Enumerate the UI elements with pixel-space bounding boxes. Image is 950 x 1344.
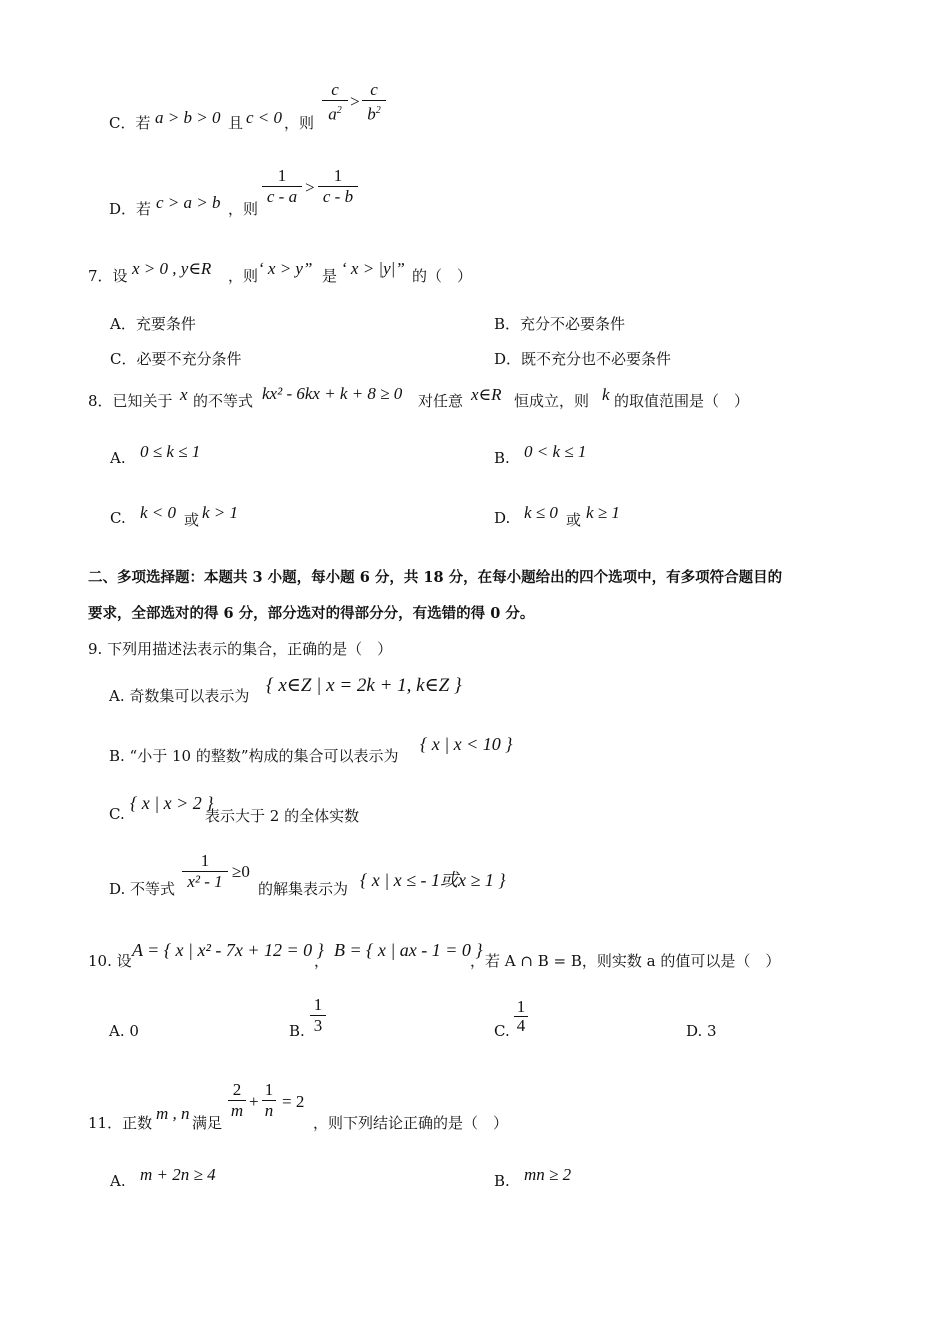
q11-plus: + [249,1092,259,1111]
q8-suffix: 的取值范围是（ ） [614,392,750,410]
q8-option-a-label: A. [110,449,126,467]
q6-option-d-fraction1: 1 c - a [262,166,302,207]
q7-prefix: 7．设 [88,267,128,285]
q9-option-d-fraction: 1 x² - 1 [182,851,228,892]
q8-option-a: 0 ≤ k ≤ 1 [140,442,201,461]
q9-option-d-set: { x | x ≤ - 1或x ≥ 1 } [360,870,506,890]
q6-option-c-fraction2: c $b^2$ [362,80,386,125]
q11-satisfy: 满足 [192,1114,223,1132]
q8-option-c-part1: k < 0 [140,503,177,522]
q8-option-c-or: 或 [184,511,200,529]
q11-equals: = 2 [282,1092,305,1111]
q7-suffix: 的（ ） [412,267,473,285]
q9-option-c-set: { x | x > 2 } [130,793,214,813]
section2-heading-line1: 二、多项选择题：本题共 3 小题，每小题 6 分，共 18 分，在每小题给出的四个选项中，有多项符合题目的 [88,569,783,586]
q10-option-c-label: C. [494,1022,510,1040]
q11-fraction1: 2 m [228,1080,246,1121]
q7-proposition-p: ‘ x > y” [258,259,313,278]
q8-mid: 的不等式 [193,392,254,410]
q7-option-a: A．充要条件 [110,315,196,333]
q6-option-d-gt: > [304,178,316,197]
q10-condition: ，若 A ∩ B = B，则实数 a 的值可以是（ ） [470,952,781,970]
q8-option-c-part2: k > 1 [202,503,239,522]
q9-option-d-text: D. 不等式 [109,880,176,898]
q6-option-c-condition2: c < 0 [246,108,283,127]
q7-condition: x > 0 , y∈R [132,259,212,278]
q9-option-c-label: C. [109,805,125,823]
q11-vars: m , n [156,1104,190,1123]
q10-option-d: D. 3 [686,1022,717,1040]
q8-option-d-part2: k ≥ 1 [586,503,620,522]
q11-option-b: mn ≥ 2 [524,1165,572,1184]
q8-domain: x∈R [471,385,502,404]
q10-option-b-label: B. [289,1022,305,1040]
q11-option-a-label: A. [110,1172,126,1190]
q6-option-c-and: 且 [228,114,244,132]
q9-option-c-text: 表示大于 2 的全体实数 [205,807,360,825]
q10-option-c-fraction: 1 4 [514,998,528,1035]
q10-set-a: A = { x | x² - 7x + 12 = 0 } [132,940,324,960]
q10-set-b: B = { x | ax - 1 = 0 } [334,940,483,960]
q7-option-d: D．既不充分也不必要条件 [494,350,672,368]
q6-option-c-condition: a > b > 0 [155,108,221,127]
q8-option-d-label: D. [494,509,511,527]
q9-stem: 9. 下列用描述法表示的集合，正确的是（ ） [88,640,393,658]
q8-option-b: 0 < k ≤ 1 [524,442,587,461]
q10-option-b-fraction: 1 3 [310,995,326,1036]
q10-option-a: A. 0 [109,1022,139,1040]
q8-hold: 恒成立，则 [514,392,590,410]
q7-then: ，则 [228,267,259,285]
q11-suffix: ，则下列结论正确的是（ ） [313,1114,509,1132]
q9-option-d-text2: 的解集表示为 [258,880,349,898]
q9-option-a-set: { x∈Z | x = 2k + 1, k∈Z } [266,675,462,696]
q11-fraction2: 1 n [262,1080,276,1121]
q6-option-c-fraction1: c $a^2$ [322,80,348,125]
q10-comma: ， [314,952,330,970]
q6-option-d-condition: c > a > b [156,193,221,212]
q6-option-d-fraction2: 1 c - b [318,166,358,207]
q11-option-a: m + 2n ≥ 4 [140,1165,216,1184]
q8-option-d-part1: k ≤ 0 [524,503,558,522]
q11-option-b-label: B. [494,1172,510,1190]
q8-forall: 对任意 [418,392,464,410]
q7-option-c: C．必要不充分条件 [110,350,242,368]
q8-option-b-label: B. [494,449,510,467]
q8-prefix: 8．已知关于 [88,392,173,410]
q8-var-k: k [602,385,610,404]
q6-option-c-gt: > [349,92,361,111]
q9-option-a-text: A. 奇数集可以表示为 [109,687,250,705]
q10-prefix: 10. 设 [88,952,132,970]
q6-option-d-label: D．若 [109,200,152,218]
q9-option-b-text: B. “小于 10 的整数”构成的集合可以表示为 [109,747,399,765]
q8-var-x: x [180,385,188,404]
q11-prefix: 11．正数 [88,1114,153,1132]
q6-option-d-then: ，则 [228,200,259,218]
q9-option-b-set: { x | x < 10 } [420,734,513,754]
q8-inequality: kx² - 6kx + k + 8 ≥ 0 [262,384,403,403]
q9-option-d-ge: ≥0 [232,862,250,881]
q7-option-b: B．充分不必要条件 [494,315,626,333]
section2-heading-line2: 要求，全部选对的得 6 分，部分选对的得部分分，有选错的得 0 分。 [88,605,535,622]
q8-option-c-label: C. [110,509,126,527]
q6-option-c-label: C．若 [109,114,151,132]
q6-option-c-then: ，则 [284,114,315,132]
q8-option-d-or: 或 [566,511,582,529]
q7-is: 是 [322,267,338,285]
q7-proposition-q: ‘ x > |y|” [341,259,405,278]
